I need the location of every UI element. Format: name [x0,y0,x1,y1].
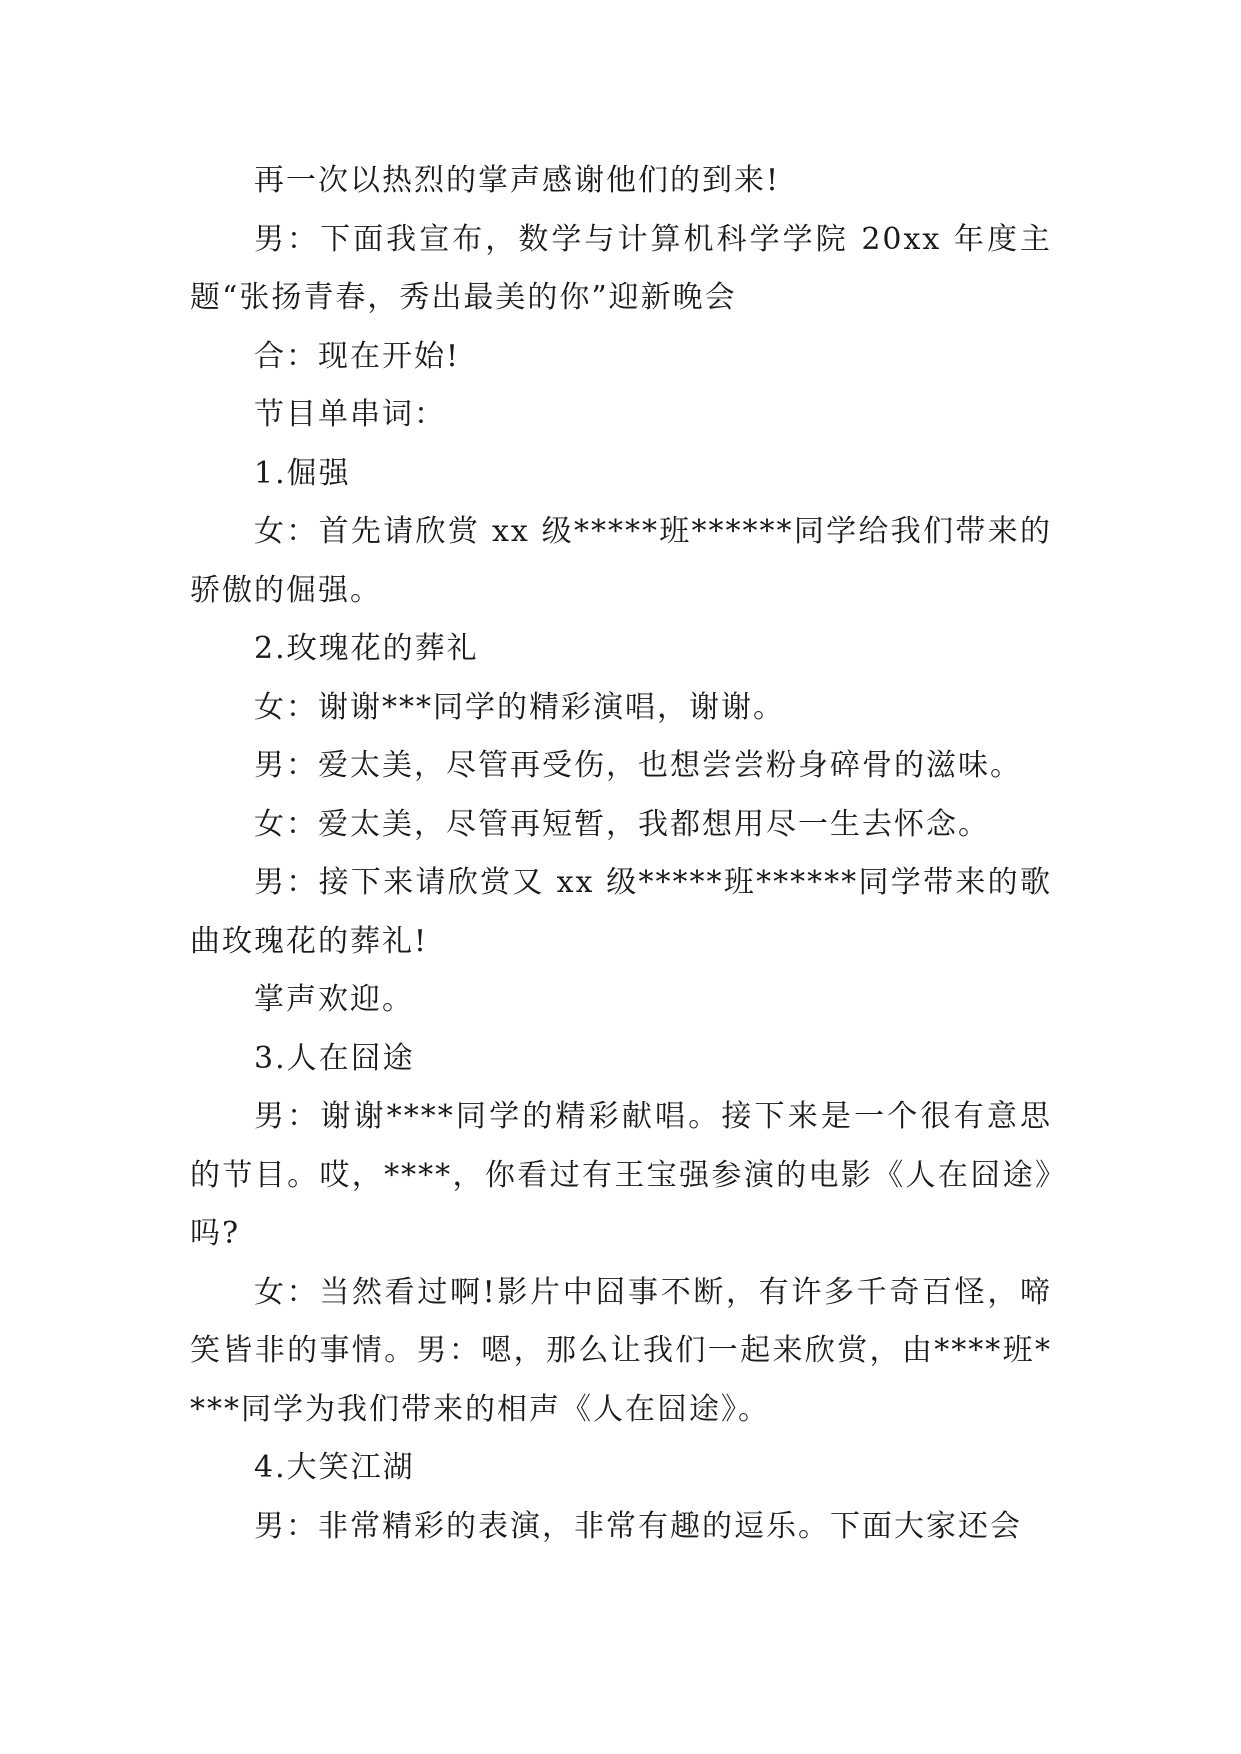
program-item-heading: 4.大笑江湖 [254,1450,415,1485]
paragraph: 女：首先请欣赏 xx 级*****班******同学给我们带来的骄傲的倔强。 [190,514,1052,608]
paragraph: 节目单串词： [254,397,446,432]
paragraph: 男：下面我宣布，数学与计算机科学学院 20xx 年度主题“张扬青春，秀出最美的你”迎新晚会 [190,221,1052,315]
paragraph: 女：爱太美，尽管再短暂，我都想用尽一生去怀念。 [254,806,990,842]
document-body [190,152,1052,1556]
paragraph: 女：当然看过啊!影片中囧事不断，有许多千奇百怪，啼笑皆非的事情。男：嗯，那么让我们一起来欣赏，由****班****同学为我们带来的相声《人在囧途》。 [190,1274,1052,1427]
program-item-heading: 3.人在囧途 [254,1040,415,1076]
program-item-heading: 2.玫瑰花的葬礼 [254,631,479,666]
paragraph: 男：非常精彩的表演，非常有趣的逗乐。下面大家还会 [254,1508,1022,1544]
paragraph: 男：谢谢****同学的精彩献唱。接下来是一个很有意思的节目。哎，****，你看过有王宝强参演的电影《人在囧途》吗? [190,1099,1052,1251]
paragraph: 男：爱太美，尽管再受伤，也想尝尝粉身碎骨的滋味。 [254,748,1022,783]
paragraph: 再一次以热烈的掌声感谢他们的到来! [254,163,781,198]
paragraph: 女：谢谢***同学的精彩演唱，谢谢。 [254,689,785,725]
program-item-heading: 1.倔强 [254,455,351,491]
paragraph: 掌声欢迎。 [254,982,414,1017]
paragraph: 男：接下来请欣赏又 xx 级*****班******同学带来的歌曲玫瑰花的葬礼! [190,865,1052,959]
paragraph: 合：现在开始! [254,338,461,374]
